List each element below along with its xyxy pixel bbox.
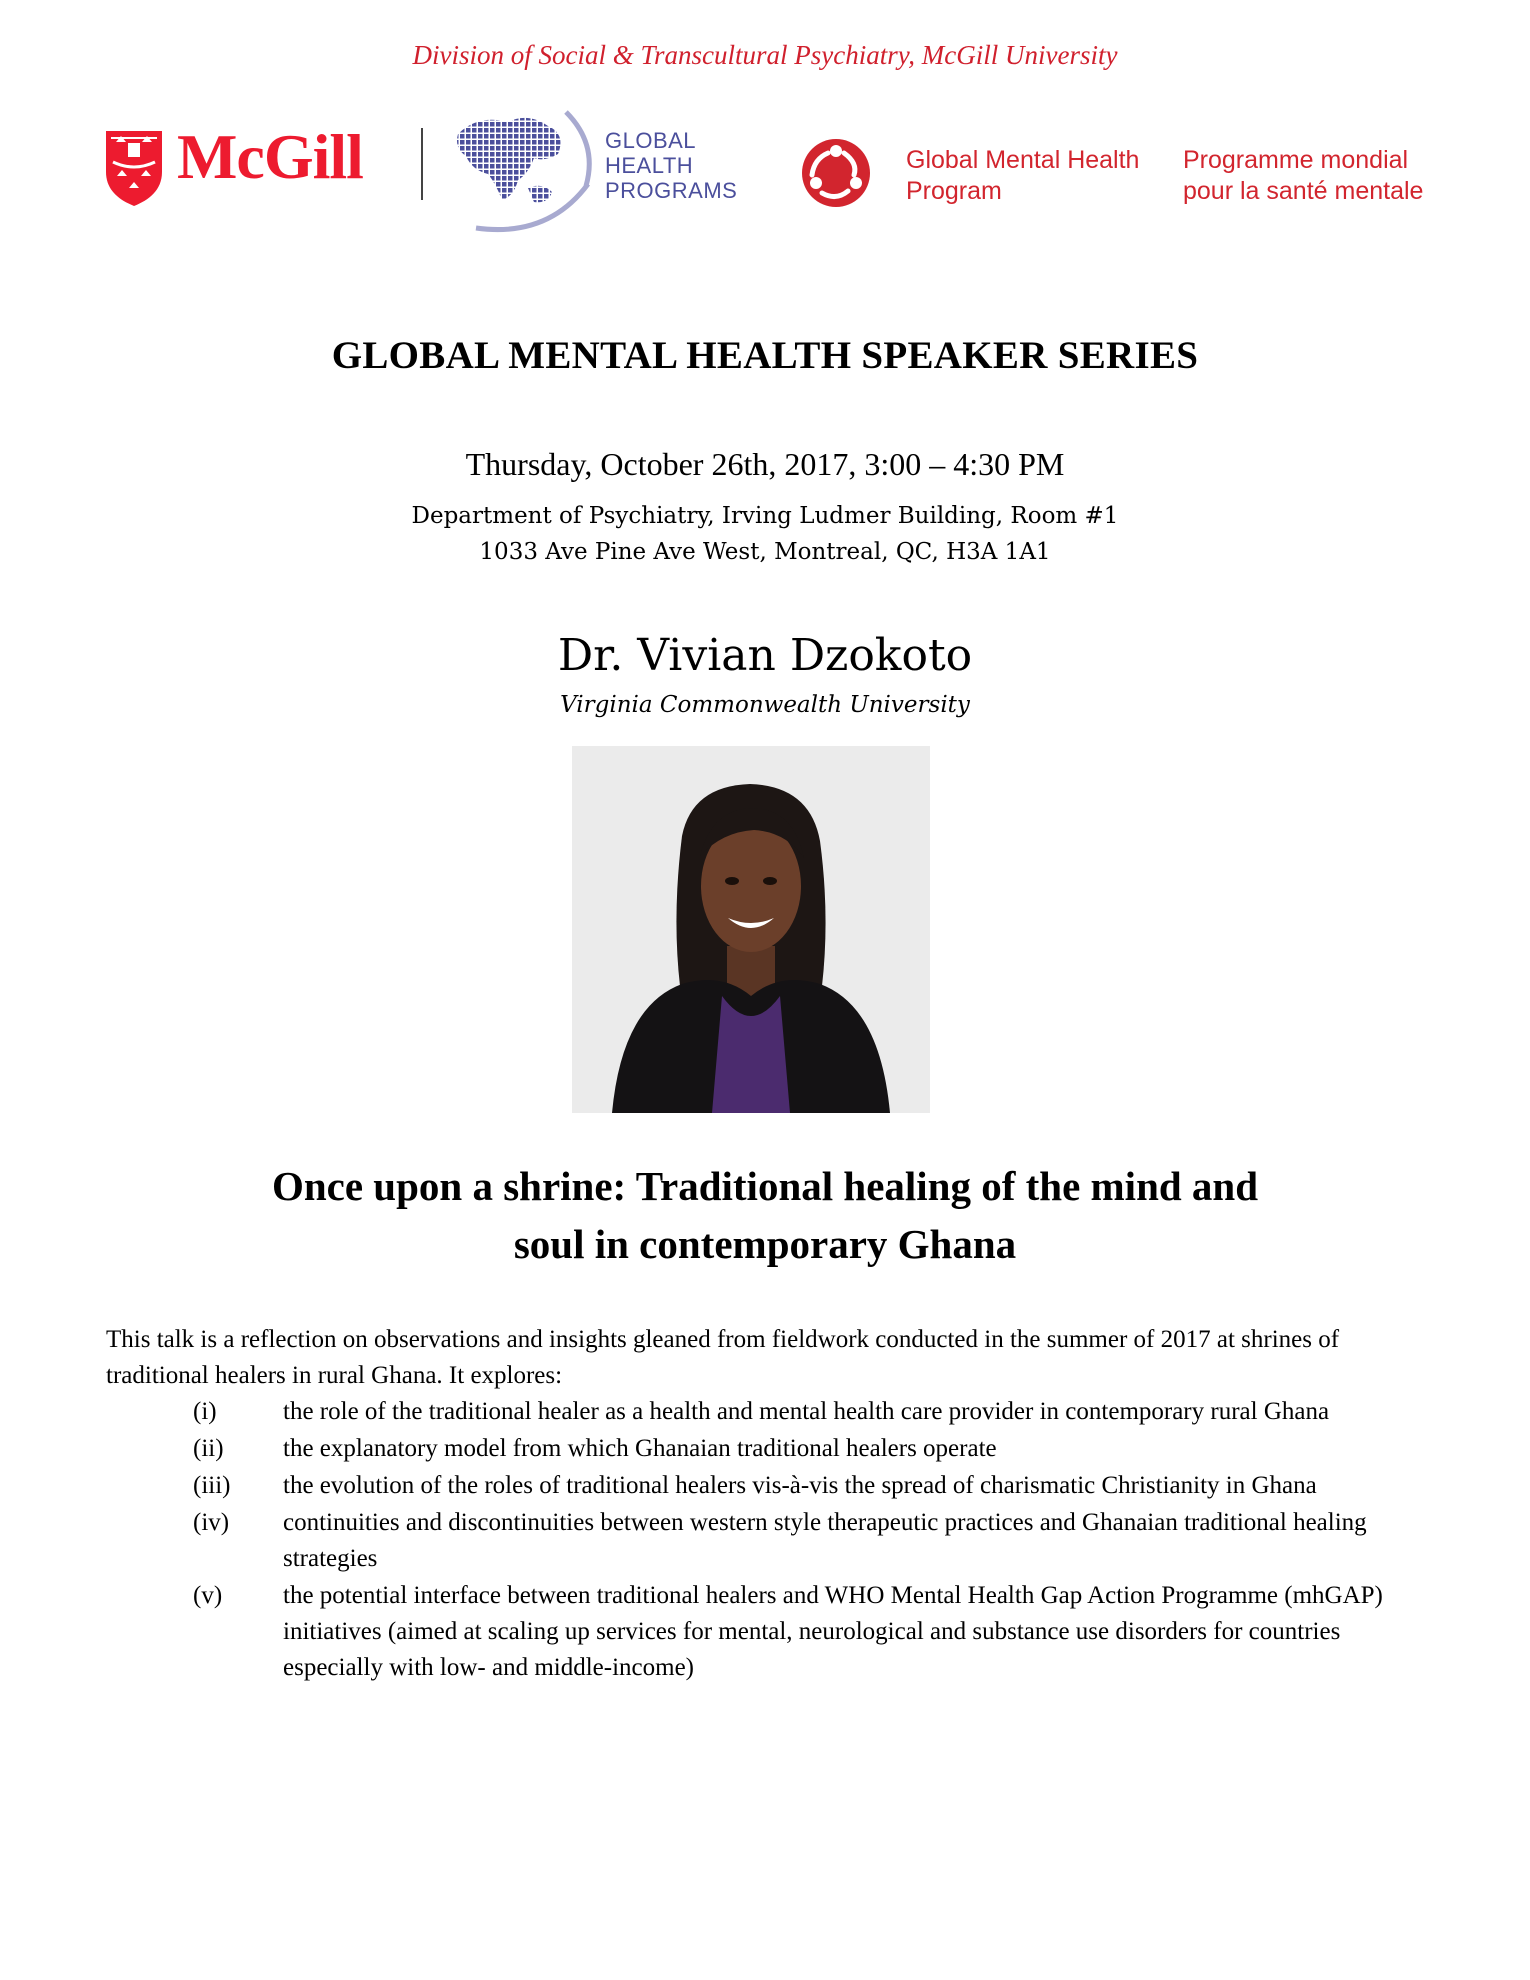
list-item bbox=[0, 1578, 1530, 1686]
gmhp-wordmark-en bbox=[906, 145, 1139, 207]
mcgill-wordmark: McGill bbox=[177, 121, 363, 192]
topic-text: the role of the traditional healer as a health and mental health care provider in contemporary rural Ghana bbox=[283, 1398, 1330, 1425]
venue-line: Department of Psychiatry, Irving Ludmer Building, Room #1 bbox=[411, 503, 1119, 529]
topic-number: (iv) bbox=[193, 1509, 230, 1536]
mcgill-shield-icon bbox=[103, 128, 165, 208]
topic-text: continuities and discontinuities between western style therapeutic practices and Ghanaian traditional healing strategies bbox=[283, 1509, 1367, 1572]
logo-divider bbox=[421, 128, 423, 200]
venue bbox=[0, 498, 1530, 570]
three-figures-circle-icon bbox=[800, 133, 872, 213]
speaker-photo bbox=[572, 746, 930, 1113]
topic-number: (i) bbox=[193, 1398, 217, 1425]
topic-text: the explanatory model from which Ghanaian traditional healers operate bbox=[283, 1435, 997, 1462]
list-item bbox=[0, 1394, 1530, 1430]
ghp-line: GLOBAL bbox=[605, 128, 697, 153]
topic-number: (ii) bbox=[193, 1435, 224, 1462]
topic-text: the evolution of the roles of traditional healers vis-à-vis the spread of charismatic Christianity in Ghana bbox=[283, 1472, 1317, 1499]
gmhp-en-line: Global Mental Health bbox=[906, 146, 1140, 174]
ghp-logo bbox=[448, 104, 598, 234]
topic-number: (v) bbox=[193, 1582, 223, 1609]
topic-text: the potential interface between traditional healers and WHO Mental Health Gap Action Programme (mhGAP) initiatives (aimed at scaling up services for mental, neurological and substance use disorders for countries especially with low- and middle-income) bbox=[283, 1582, 1383, 1681]
mcgill-logo bbox=[103, 121, 413, 208]
list-item bbox=[0, 1468, 1530, 1504]
talk-abstract: This talk is a reflection on observations and insights gleaned from fieldwork conducted in the summer of 2017 at shrines of traditional healers in rural Ghana. It explores: bbox=[106, 1326, 1340, 1389]
ghp-line: HEALTH bbox=[605, 153, 694, 178]
event-datetime: Thursday, October 26th, 2017, 3:00 – 4:30 PM bbox=[465, 446, 1065, 482]
topic-list bbox=[0, 1394, 1530, 1687]
ghp-line: PROGRAMS bbox=[605, 178, 738, 203]
series-title: GLOBAL MENTAL HEALTH SPEAKER SERIES bbox=[331, 334, 1199, 377]
topic-number: (iii) bbox=[193, 1472, 231, 1499]
talk-title-line: soul in contemporary Ghana bbox=[513, 1221, 1017, 1267]
talk-title-line: Once upon a shrine: Traditional healing of the mind and bbox=[271, 1163, 1259, 1209]
list-item bbox=[0, 1505, 1530, 1577]
gmhp-logo bbox=[800, 133, 872, 213]
division-header: Division of Social & Transcultural Psychiatry, McGill University bbox=[412, 40, 1118, 70]
venue-line: 1033 Ave Pine Ave West, Montreal, QC, H3A 1A1 bbox=[479, 539, 1051, 565]
gmhp-wordmark-fr bbox=[1183, 145, 1423, 207]
gmhp-en-line: Program bbox=[906, 177, 1002, 205]
talk-title bbox=[0, 1157, 1530, 1273]
speaker-affiliation: Virginia Commonwealth University bbox=[560, 692, 970, 718]
speaker-portrait-icon bbox=[572, 746, 930, 1113]
gmhp-fr-line: Programme mondial bbox=[1183, 146, 1409, 174]
ghp-wordmark bbox=[605, 128, 737, 203]
speaker-name: Dr. Vivian Dzokoto bbox=[557, 630, 973, 681]
list-item bbox=[0, 1431, 1530, 1467]
world-map-icon bbox=[448, 104, 598, 234]
gmhp-fr-line: pour la santé mentale bbox=[1183, 177, 1424, 205]
